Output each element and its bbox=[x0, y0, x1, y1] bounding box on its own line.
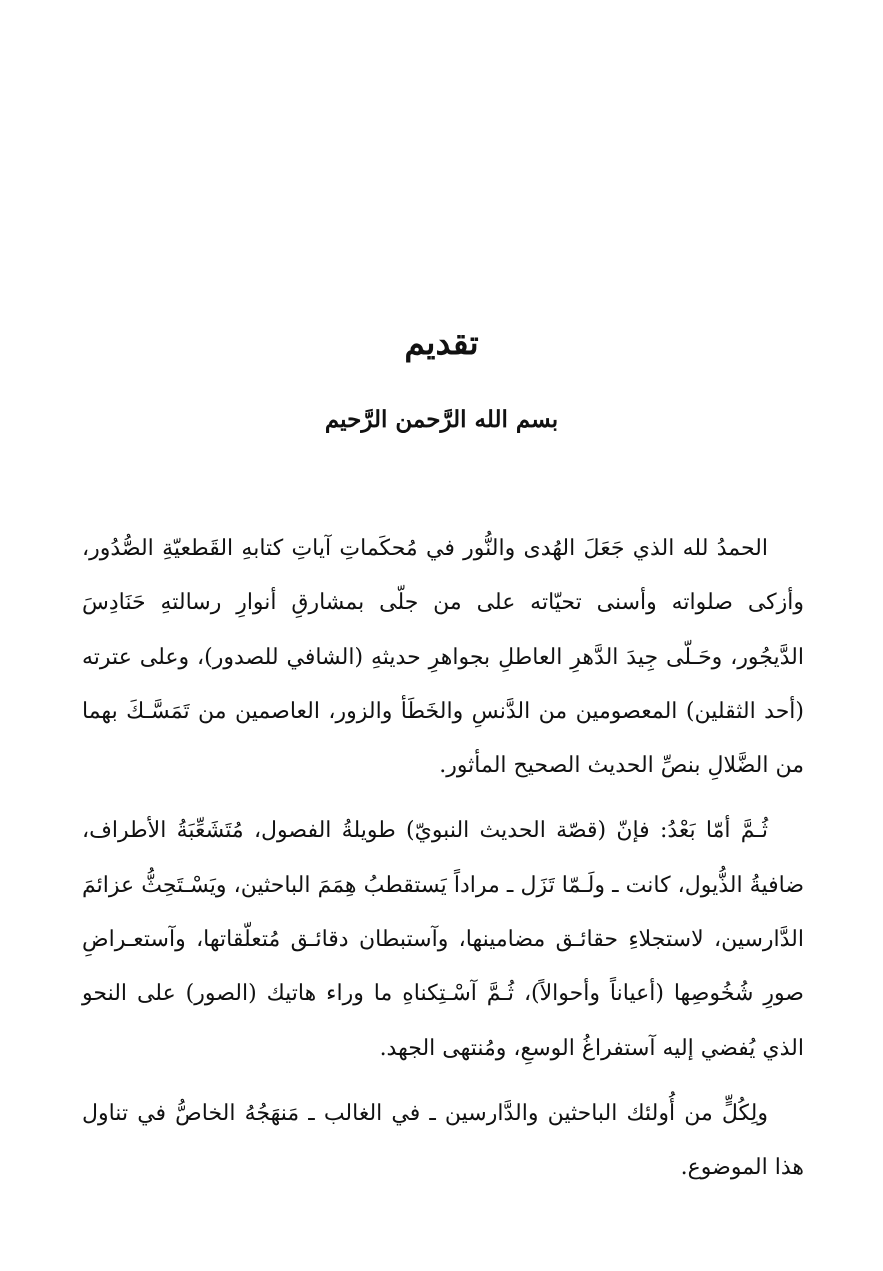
basmala-heading: بسم الله الرَّحمن الرَّحيم bbox=[324, 406, 559, 433]
body-text bbox=[82, 522, 804, 1196]
paragraph-3: ولِكُلٍّ من أُولئك الباحثين والدَّارسين ـ في الغالب ـ مَنهَجُهُ الخاصُّ في تناول هذا الموضوع. bbox=[82, 1100, 804, 1181]
page-title: تقديم bbox=[404, 323, 479, 362]
paragraph-2: ثُـمَّ أمّا بَعْدُ: فإنّ (قصّة الحديث النبويّ) طويلةُ الفصول، مُتَشَعِّبَةُ الأطراف، ضافيةُ الذُّيول، كانت ـ ولَـمّا تَزَل ـ مراداً يَستقطبُ هِمَمَ الباحثين، ويَسْـتَحِثُّ عزائمَ الدَّارسين، لاستجلاءِ حقائـق مضامينها، وآستبطان دقائـق مُتعلّقاتها، وآستعـراضِ صورِ شُخُوصِها (أعياناً وأحوالاً)، ثُـمَّ آسْـتِكناهِ ما وراء هاتيك (الصور) على النحو الذي يُفضي إليه آستفراغُ الوسعِ، ومُنتهى الجهد. bbox=[82, 818, 804, 1061]
paragraph-1: الحمدُ لله الذي جَعَلَ الهُدى والنُّور في مُحكَماتِ آياتِ كتابهِ القَطعيّةِ الصُّدُور، وأزكى صلواته وأسنى تحيّاته على من جلّى بمشارقِ أنوارِ رسالتهِ حَنَادِسَ الدَّيجُور، وحَـلّى جِيدَ الدَّهرِ العاطلِ بجواهرِ حديثهِ (الشافي للصدور)، وعلى عترته (أحد الثقلين) المعصومين من الدَّنسِ والخَطَأ والزور، العاصمين من تَمَسَّـكَ بهما من الضَّلالِ بنصِّ الحديث الصحيح المأثور. bbox=[82, 536, 804, 779]
